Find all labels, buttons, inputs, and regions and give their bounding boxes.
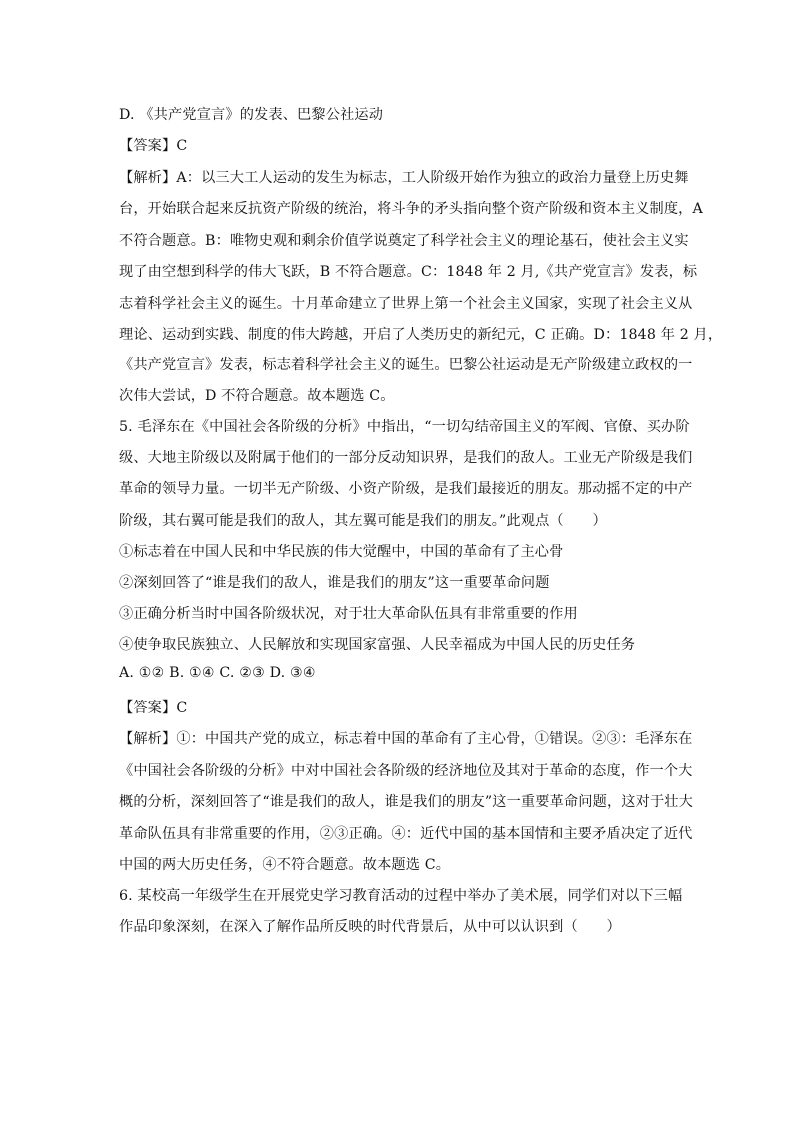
analysis-5-line-1: 【解析】①：中国共产党的成立，标志着中国的革命有了主心骨，①错误。②③：毛泽东在 (119, 731, 693, 747)
question-5-line-1: 5. 毛泽东在《中国社会各阶级的分析》中指出，“一切勾结帝国主义的军阀、官僚、买办阶 (119, 419, 690, 435)
analysis-4-line-7: 《共产党宣言》发表，标志着科学社会主义的诞生。巴黎公社运动是无产阶级建立政权的一 (119, 357, 693, 373)
analysis-4-line-6: 理论、运动到实践、制度的伟大跨越，开启了人类历史的新纪元，C 正确。D：1848 年 2 月， (119, 327, 723, 343)
statement-4: ④使争取民族独立、人民解放和实现国家富强、人民幸福成为中国人民的历史任务 (119, 637, 636, 653)
statement-1: ①标志着在中国人民和中华民族的伟大觉醒中，中国的革命有了主心骨 (119, 544, 564, 560)
option-d: D. 《共产党宣言》的发表、巴黎公社运动 (119, 107, 384, 123)
question-6-line-2: 作品印象深刻，在深入了解作品所反映的时代背景后，从中可以认识到（ ） (119, 919, 621, 935)
question-5-line-2: 级、大地主阶级以及附属于他们的一部分反动知识界，是我们的敌人。工业无产阶级是我们 (119, 450, 693, 466)
question-5-line-4: 阶级，其右翼可能是我们的敌人，其左翼可能是我们的朋友。”此观点（ ） (119, 513, 607, 529)
statement-2: ②深刻回答了“谁是我们的敌人，谁是我们的朋友”这一重要革命问题 (119, 575, 550, 591)
analysis-4-line-1: 【解析】A：以三大工人运动的发生为标志，工人阶级开始作为独立的政治力量登上历史舞 (119, 170, 689, 186)
statement-3: ③正确分析当时中国各阶级状况，对于壮大革命队伍具有非常重要的作用 (119, 606, 578, 622)
analysis-4-line-5: 志着科学社会主义的诞生。十月革命建立了世界上第一个社会主义国家，实现了社会主义从 (119, 296, 693, 312)
analysis-4-line-2: 台，开始联合起来反抗资产阶级的统治，将斗争的矛头指向整个资产阶级和资本主义制度，A (119, 201, 703, 217)
analysis-5-line-3: 概的分析，深刻回答了“谁是我们的敌人，谁是我们的朋友”这一重要革命问题，这对于壮大 (119, 794, 693, 810)
analysis-5-line-5: 中国的两大历史任务，④不符合题意。故本题选 C。 (119, 857, 451, 873)
question-5-line-3: 革命的领导力量。一切半无产阶级、小资产阶级，是我们最接近的朋友。那动摇不定的中产 (119, 481, 693, 497)
answer-label-5: 【答案】C (119, 700, 188, 716)
question-5-options: A. ①② B. ①④ C. ②③ D. ③④ (119, 665, 316, 681)
analysis-5-line-2: 《中国社会各阶级的分析》中对中国社会各阶级的经济地位及其对于革命的态度，作一个大 (119, 763, 693, 779)
analysis-4-line-4: 现了由空想到科学的伟大飞跃，B 不符合题意。C：1848 年 2 月,《共产党宣言》发表，标 (119, 264, 698, 280)
question-6-line-1: 6. 某校高一年级学生在开展党史学习教育活动的过程中举办了美术展，同学们对以下三幅 (119, 888, 683, 904)
analysis-4-line-3: 不符合题意。B：唯物史观和剩余价值学说奠定了科学社会主义的理论基石，使社会主义实 (119, 233, 689, 249)
analysis-5-line-4: 革命队伍具有非常重要的作用，②③正确。④：近代中国的基本国情和主要矛盾决定了近代 (119, 826, 693, 842)
answer-label-4: 【答案】C (119, 138, 188, 154)
analysis-4-line-8: 次伟大尝试，D 不符合题意。故本题选 C。 (119, 388, 395, 404)
